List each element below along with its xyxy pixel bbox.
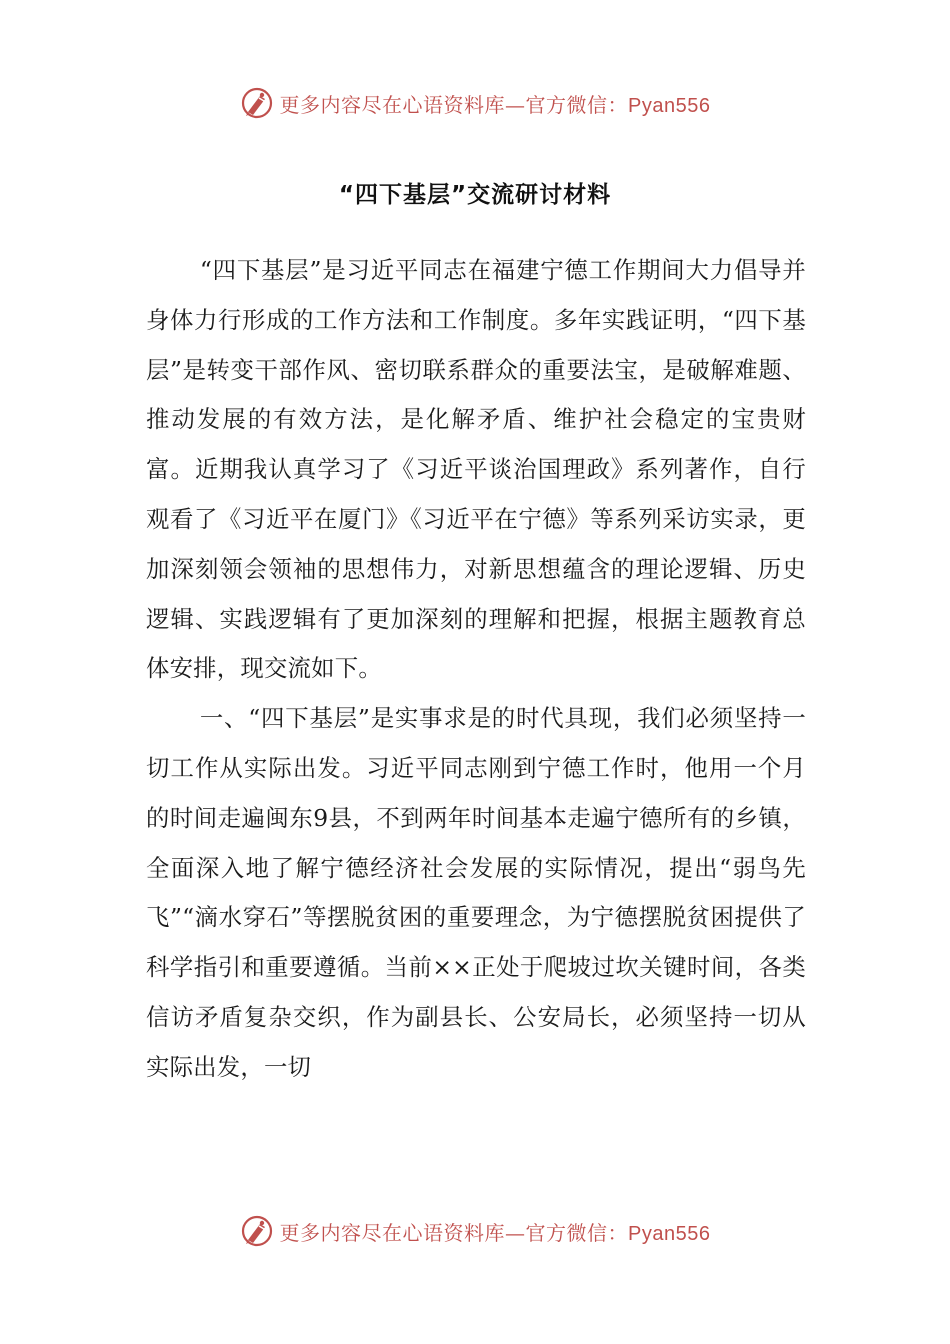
header-banner	[0, 83, 950, 123]
banner-dash: —	[505, 1220, 526, 1245]
pen-nib-logo-icon	[240, 1214, 274, 1248]
pen-nib-logo-icon	[240, 86, 274, 120]
banner-text	[280, 1217, 711, 1246]
banner-text	[280, 89, 711, 118]
banner-site-name: 更多内容尽在心语资料库	[279, 92, 506, 117]
paragraph-section-one: 一、“四下基层”是实事求是的时代具现，我们必须坚持一切工作从实际出发。习近平同志刚到宁德工作时，他用一个月的时间走遍闽东9县，不到两年时间基本走遍宁德所有的乡镇，全面深入地了解宁德经济社会发展的实际情况，提出“弱鸟先飞”“滴水穿石”等摆脱贫困的重要理念，为宁德摆脱贫困提供了科学指引和重要遵循。当前××正处于爬坡过坎关键时间，各类信访矛盾复杂交织，作为副县长、公安局长，必须坚持一切从实际出发，一切	[146, 704, 806, 1081]
paragraph-intro: “四下基层”是习近平同志在福建宁德工作期间大力倡导并身体力行形成的工作方法和工作制度。多年实践证明，“四下基层”是转变干部作风、密切联系群众的重要法宝，是破解难题、推动发展的有效方法，是化解矛盾、维护社会稳定的宝贵财富。近期我认真学习了《习近平谈治国理政》系列著作，自行观看了《习近平在厦门》《习近平在宁德》等系列采访实录，更加深刻领会领袖的思想伟力，对新思想蕴含的理论逻辑、历史逻辑、实践逻辑有了更加深刻的理解和把握，根据主题教育总体安排，现交流如下。	[146, 256, 806, 683]
banner-dash: —	[505, 92, 526, 117]
document-body	[146, 246, 806, 1093]
document-title: “四下基层”交流研讨材料	[338, 182, 612, 208]
footer-banner	[0, 1211, 950, 1251]
banner-wechat: 官方微信：Pyan556	[525, 94, 711, 117]
banner-site-name: 更多内容尽在心语资料库	[279, 1220, 506, 1245]
banner-wechat: 官方微信：Pyan556	[525, 1222, 711, 1245]
